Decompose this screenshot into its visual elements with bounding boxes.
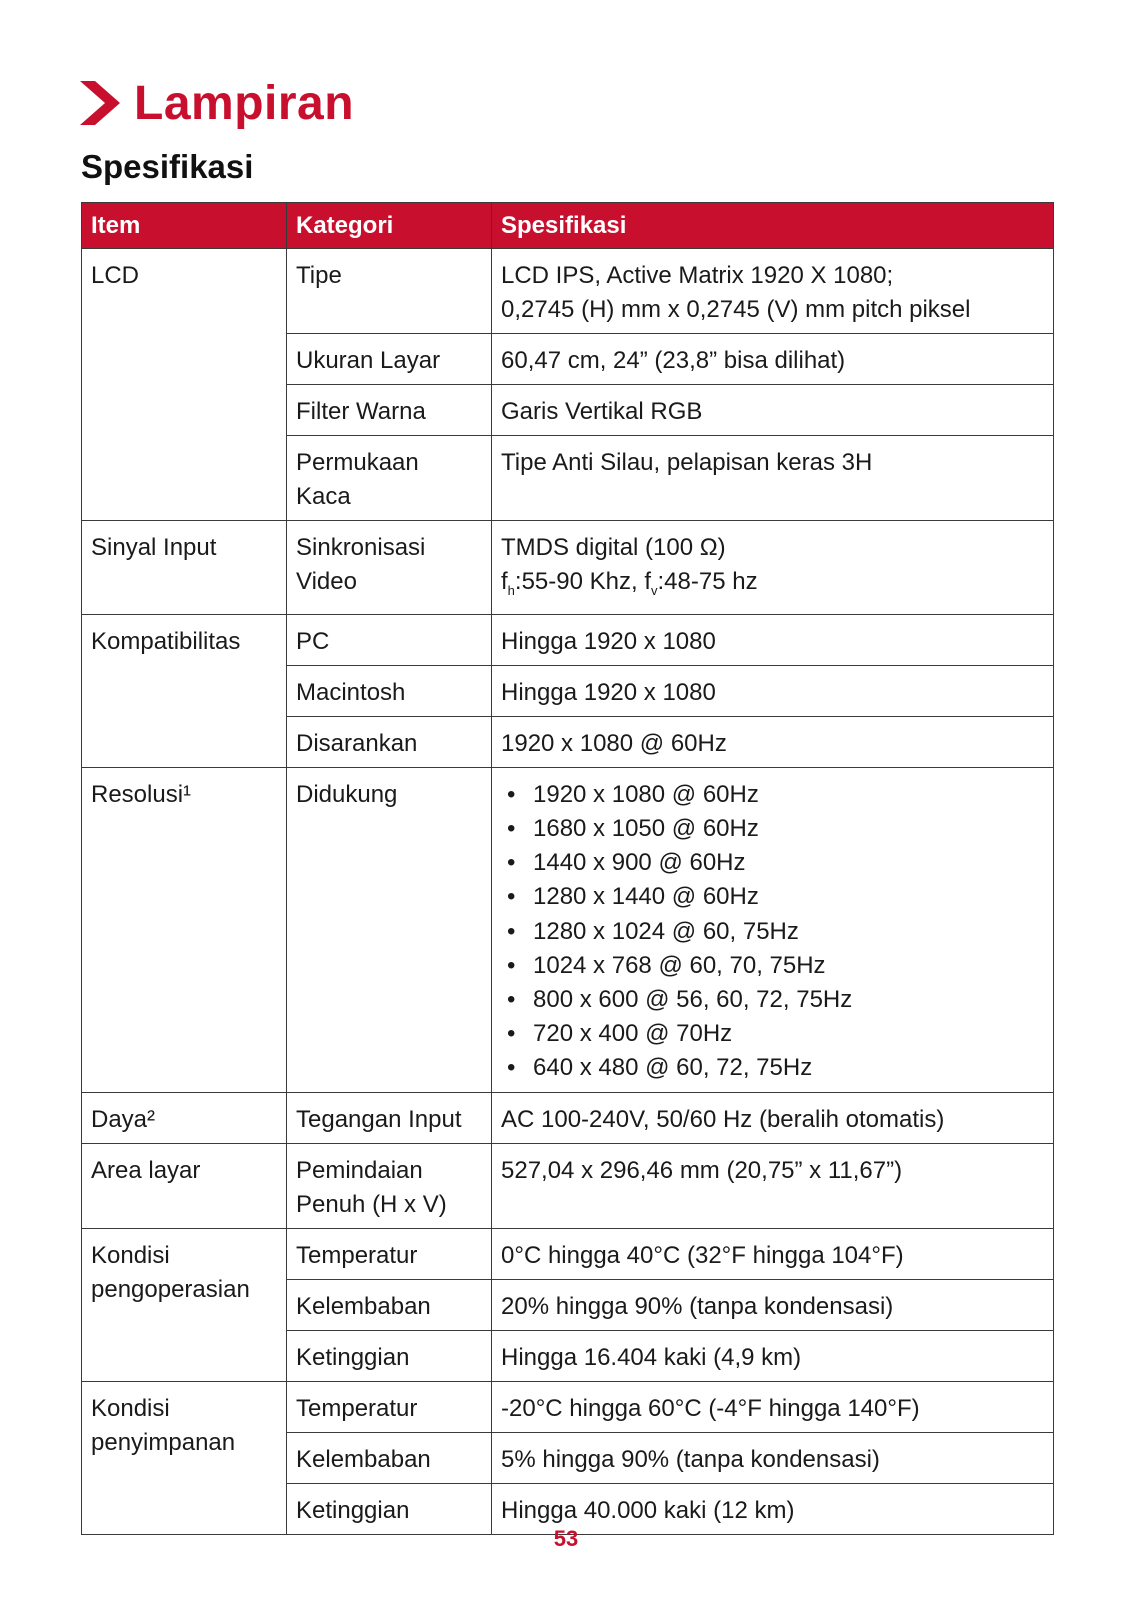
item-operasi-line2: pengoperasian — [91, 1275, 250, 1303]
spec-tegangan-input: AC 100-240V, 50/60 Hz (beralih otomatis) — [492, 1092, 1054, 1143]
kategori-pemindaian — [287, 1143, 492, 1228]
table-row — [82, 614, 1054, 665]
spec-ukuran-layar: 60,47 cm, 24” (23,8” bisa dilihat) — [492, 334, 1054, 385]
table-row — [82, 1143, 1054, 1228]
list-item: • 1024 x 768 @ 60, 70, 75Hz — [501, 949, 1044, 983]
kategori-sinkronisasi-video — [287, 521, 492, 615]
spec-temperatur: -20°C hingga 60°C (-4°F hingga 140°F) — [492, 1381, 1054, 1432]
kategori-sinkronisasi-line2: Video — [296, 568, 357, 595]
kategori-sinkronisasi-line1: Sinkronisasi — [296, 534, 426, 561]
kategori-ketinggian: Ketinggian — [287, 1330, 492, 1381]
freq-fh-range: :55-90 Khz, — [514, 568, 645, 595]
item-simpan-line2: penyimpanan — [91, 1428, 236, 1456]
item-lcd: LCD — [82, 249, 287, 521]
header-kategori: Kategori — [287, 203, 492, 249]
item-resolusi: Resolusi¹ — [82, 767, 287, 1092]
kategori-permukaan-line1: Permukaan — [296, 449, 419, 476]
spec-sinyal-input — [492, 521, 1054, 615]
spec-tipe — [492, 249, 1054, 334]
spec-kelembaban: 5% hingga 90% (tanpa kondensasi) — [492, 1432, 1054, 1483]
kategori-tipe: Tipe — [287, 249, 492, 334]
spec-macintosh: Hingga 1920 x 1080 — [492, 665, 1054, 716]
list-item: • 640 x 480 @ 60, 72, 75Hz — [501, 1051, 1044, 1085]
table-header-row — [82, 203, 1054, 249]
list-item: • 720 x 400 @ 70Hz — [501, 1017, 1044, 1051]
table-row — [82, 1381, 1054, 1432]
chapter-heading — [80, 72, 354, 134]
spec-kelembaban: 20% hingga 90% (tanpa kondensasi) — [492, 1279, 1054, 1330]
item-sinyal-input: Sinyal Input — [82, 521, 287, 615]
spec-ketinggian: Hingga 40.000 kaki (12 km) — [492, 1483, 1054, 1534]
kategori-didukung: Didukung — [287, 767, 492, 1092]
spec-tmds: TMDS digital (100 Ω) — [501, 534, 726, 561]
kategori-temperatur: Temperatur — [287, 1228, 492, 1279]
kategori-pc: PC — [287, 614, 492, 665]
freq-fv-range: :48-75 hz — [657, 568, 758, 595]
chapter-title: Lampiran — [134, 76, 355, 130]
kategori-temperatur: Temperatur — [287, 1381, 492, 1432]
kategori-permukaan-kaca — [287, 436, 492, 521]
spec-disarankan: 1920 x 1080 @ 60Hz — [492, 716, 1054, 767]
header-spesifikasi: Spesifikasi — [492, 203, 1054, 249]
item-kondisi-pengoperasian — [82, 1228, 287, 1381]
table-row — [82, 1092, 1054, 1143]
spec-tipe-line2: 0,2745 (H) mm x 0,2745 (V) mm pitch piksel — [501, 296, 971, 323]
spec-frequency — [501, 565, 1044, 608]
kategori-kelembaban: Kelembaban — [287, 1432, 492, 1483]
item-area-layar: Area layar — [82, 1143, 287, 1228]
header-item: Item — [82, 203, 287, 249]
spec-filter-warna: Garis Vertikal RGB — [492, 385, 1054, 436]
table-row — [82, 767, 1054, 1092]
resolution-list — [501, 778, 1044, 1086]
spec-permukaan-kaca: Tipe Anti Silau, pelapisan keras 3H — [492, 436, 1054, 521]
spec-pc: Hingga 1920 x 1080 — [492, 614, 1054, 665]
section-title: Spesifikasi — [81, 148, 254, 185]
spec-tipe-line1: LCD IPS, Active Matrix 1920 X 1080; — [501, 262, 894, 289]
item-operasi-line1: Kondisi — [91, 1241, 170, 1269]
freq-sub-v: v — [651, 582, 658, 598]
table-row — [82, 249, 1054, 334]
item-kondisi-penyimpanan — [82, 1381, 287, 1534]
freq-fh-symbol: f — [501, 568, 508, 595]
kategori-disarankan: Disarankan — [287, 716, 492, 767]
item-kompatibilitas: Kompatibilitas — [82, 614, 287, 767]
item-simpan-line1: Kondisi — [91, 1394, 170, 1422]
item-daya: Daya² — [82, 1092, 287, 1143]
spec-area-layar: 527,04 x 296,46 mm (20,75” x 11,67”) — [492, 1143, 1054, 1228]
kategori-kelembaban: Kelembaban — [287, 1279, 492, 1330]
specifications-table — [81, 202, 1054, 1535]
freq-sub-h: h — [507, 582, 515, 598]
spec-temperatur: 0°C hingga 40°C (32°F hingga 104°F) — [492, 1228, 1054, 1279]
chevron-right-icon — [80, 81, 120, 125]
page-number: 53 — [553, 1526, 579, 1551]
kategori-ukuran-layar: Ukuran Layar — [287, 334, 492, 385]
list-item: • 800 x 600 @ 56, 60, 72, 75Hz — [501, 983, 1044, 1017]
table-row — [82, 521, 1054, 615]
kategori-permukaan-line2: Kaca — [296, 483, 351, 510]
freq-fv-symbol: f — [644, 568, 651, 595]
kategori-macintosh: Macintosh — [287, 665, 492, 716]
list-item: • 1920 x 1080 @ 60Hz — [501, 778, 1044, 812]
spec-ketinggian: Hingga 16.404 kaki (4,9 km) — [492, 1330, 1054, 1381]
kategori-filter-warna: Filter Warna — [287, 385, 492, 436]
kategori-pemindaian-line1: Pemindaian — [296, 1156, 423, 1184]
kategori-ketinggian: Ketinggian — [287, 1483, 492, 1534]
kategori-tegangan-input: Tegangan Input — [287, 1092, 492, 1143]
table-row — [82, 1228, 1054, 1279]
list-item: • 1680 x 1050 @ 60Hz — [501, 812, 1044, 846]
kategori-pemindaian-line2: Penuh (H x V) — [296, 1190, 447, 1218]
list-item: • 1280 x 1024 @ 60, 75Hz — [501, 915, 1044, 949]
list-item: • 1440 x 900 @ 60Hz — [501, 846, 1044, 880]
list-item: • 1280 x 1440 @ 60Hz — [501, 880, 1044, 914]
spec-resolusi-list — [492, 767, 1054, 1092]
